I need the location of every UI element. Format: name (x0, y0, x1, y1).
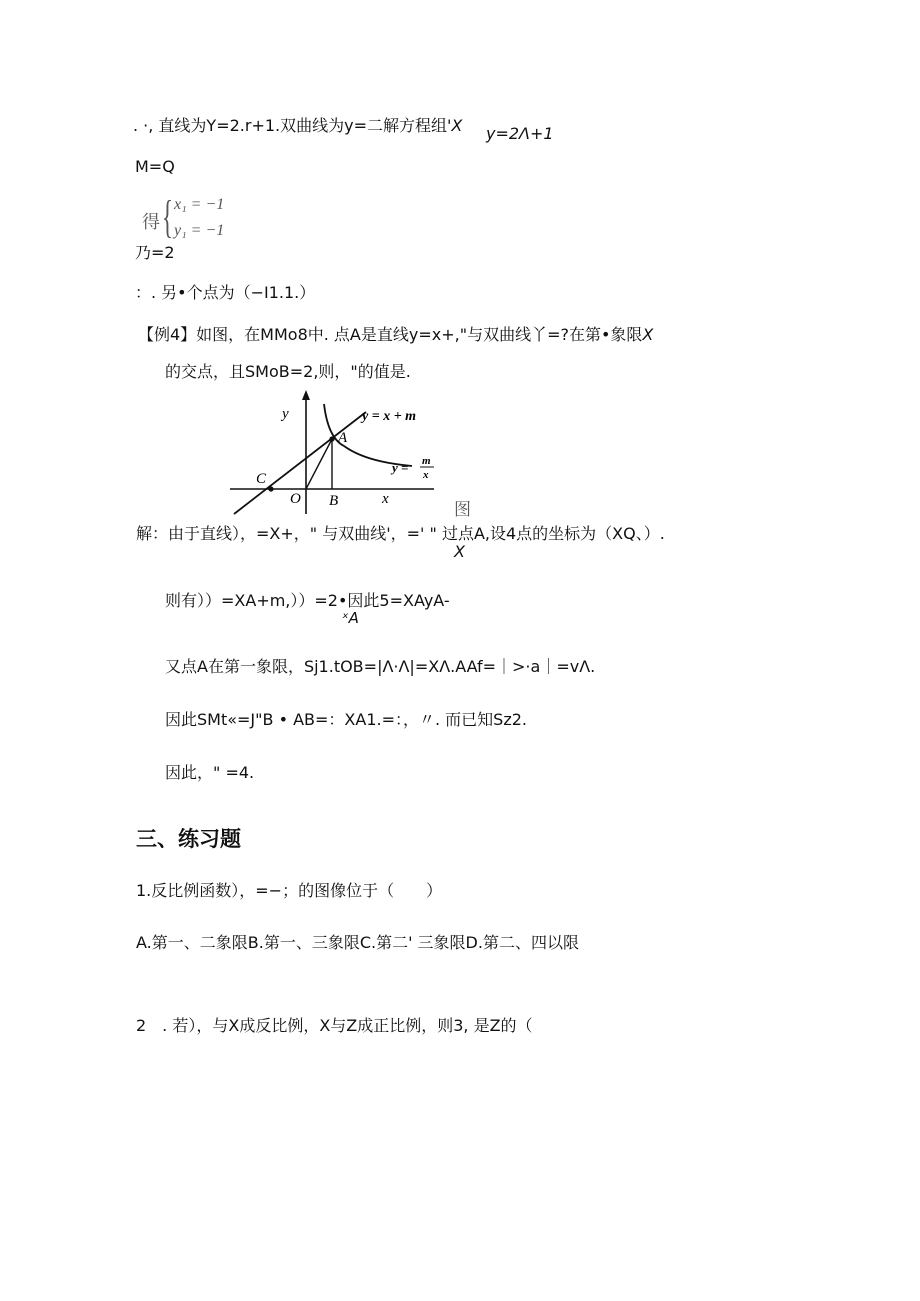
solution-line-1-equation: y=2Λ+1 (486, 124, 554, 143)
figure-label-a: A (338, 430, 348, 446)
solution-4-line-2: 则有））=XA+m,））=2•因此5=XAyA- (165, 591, 450, 610)
solution-line-3: 乃=2 (135, 243, 175, 262)
figure-line-label: y = x + m (362, 409, 417, 424)
figure-caption: 图 (454, 500, 471, 519)
figure-label-y: y (282, 406, 289, 422)
solution-line-1-x: X (451, 116, 463, 135)
solution-line-1-text: . ·, 直线为Y=2.r+1.双曲线为y=二解方程组' (133, 116, 452, 135)
exercise-2-question: 2 . 若），与X成反比例，X与Z成正比例，则3, 是Z的（ (136, 1016, 533, 1035)
solution-4-denominator-x: X (454, 542, 465, 561)
figure-label-o: O (290, 491, 301, 507)
figure-hyperbola-denominator: x (423, 469, 429, 481)
figure-label-x: x (382, 491, 389, 507)
example-4-x: X (642, 325, 654, 344)
example-4-figure (224, 386, 454, 516)
solution-4-line-1: 解：由于直线），=X+，" 与双曲线'，=' " 过点A,设4点的坐标为（XQ、）. (136, 524, 665, 543)
equation-system-prefix: 得 (142, 212, 160, 232)
figure-label-c: C (256, 471, 267, 487)
y-axis-arrow-icon (302, 390, 310, 400)
solution-4-line-2-sub: ˣA (342, 609, 359, 627)
example-4-text: 【例4】如图，在MMo8中. 点A是直线y=x+,"与双曲线丫=?在第•象限 (138, 325, 643, 344)
segment-oa (306, 439, 332, 489)
exercise-1-question: 1.反比例函数），=−；的图像位于（ ） (136, 881, 443, 900)
left-brace-icon: { (162, 191, 174, 242)
solution-4-line-3: 又点A在第一象限，Sj1.tOB=|Λ·Λ|=XΛ.AAf=｜>·a｜=vΛ. (165, 657, 596, 676)
section-heading: 三、练习题 (136, 827, 241, 851)
solution-line-1 (133, 116, 462, 136)
figure-hyperbola-label: y = (392, 460, 409, 475)
point-a-icon (329, 436, 334, 441)
example-4-statement-cont: 的交点，且SMoB=2,则，"的值是. (165, 362, 411, 381)
equation-system-row-2: y₁ = −1 (174, 222, 225, 239)
point-c-icon (268, 486, 273, 491)
solution-4-line-4: 因此SMt«=J"B • AB=：XA1.=：，〃. 而已知Sz2. (165, 710, 527, 729)
figure-hyperbola-numerator: m (422, 455, 431, 467)
example-4-statement (138, 325, 653, 345)
equation-system-row-1: x₁ = −1 (174, 196, 225, 213)
exercise-1-options: A.第一、二象限B.第一、三象限C.第二' 三象限D.第二、四以限 (136, 933, 579, 952)
solution-line-4: ：. 另•个点为（−I1.1.） (135, 283, 316, 302)
solution-4-line-5: 因此，" =4. (165, 763, 255, 782)
figure-label-b: B (329, 493, 339, 509)
solution-line-2: M=Q (135, 157, 175, 176)
equation-system (138, 190, 232, 246)
